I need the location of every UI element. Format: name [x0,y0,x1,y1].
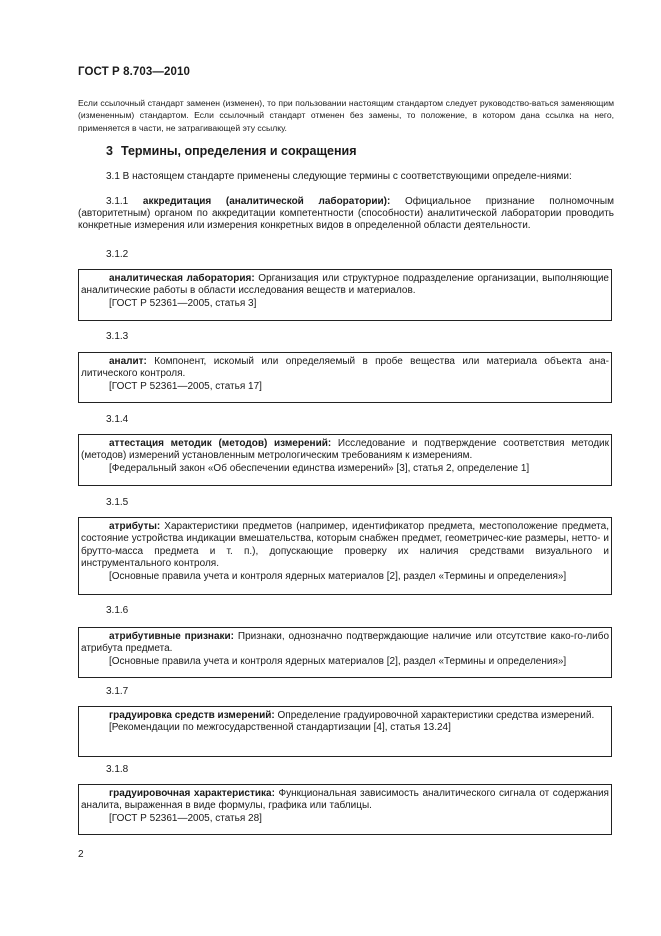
term-box [78,784,612,835]
term-definition [81,631,609,656]
term-name: аттестация методик (методов) измерений: [109,438,332,449]
entry-number: 3.1.4 [106,414,129,425]
page-number: 2 [78,849,84,860]
intro-paragraph [78,97,614,134]
term-source: [Федеральный закон «Об обеспечении единства измерений» [3], статья 2, определение 1] [109,462,530,474]
intro-text: Если ссылочный стандарт заменен (изменен), то при пользовании настоящим стандартом следует руководство-ваться заменяющим (измененным) стандартом. Если ссылочный стандарт отменен без замены, то положение, в котором дана ссылка на него, применяется в части, не затрагивающей эту ссылку. [78,98,614,133]
document-header: ГОСТ Р 8.703—2010 [78,66,190,78]
term-name: аналитическая лаборатория: [109,273,255,284]
paragraph-3-1-text: 3.1 В настоящем стандарте применены следующие термины с соответствующими определе-ниями: [106,171,572,182]
term-definition [81,273,609,298]
term-source: [Рекомендации по межгосударственной стандартизации [4], статья 13.24] [109,722,451,734]
entry-number: 3.1.8 [106,764,129,775]
term-text: Организация или структурное подразделение организации, выполняющие аналитические работы в области исследования веществ и материалов. [81,273,609,297]
entry-number: 3.1.7 [106,686,129,697]
term-name: градуировка средств измерений: [109,710,275,721]
term-text: Характеристики предметов (например, идентификатор предмета, местоположение предмета, состояние устройства индикации вмешательства, которым снабжен предмет, геометричес-кие размеры, нетто- и брутто-масса предмета и т. п.), допускающие проверку их наличия средствами визуального и инструментального контроля. [81,521,609,570]
paragraph-3-1-1-prefix: 3.1.1 [106,196,143,207]
term-box [78,434,612,486]
term-definition [81,438,609,463]
paragraph-3-1-1-text [78,196,614,233]
term-source: [ГОСТ Р 52361—2005, статья 28] [109,812,262,824]
term-source: [Основные правила учета и контроля ядерных материалов [2], раздел «Термины и определения»] [109,655,567,667]
entry-number: 3.1.2 [106,249,129,260]
term-source: [Основные правила учета и контроля ядерных материалов [2], раздел «Термины и определения»] [109,570,567,582]
term-box [78,352,612,403]
term-box [78,627,612,678]
paragraph-3-1 [78,171,614,183]
term-text: Компонент, искомый или определяемый в пробе вещества или материала объекта ана-литического контроля. [81,356,609,380]
section-heading [106,144,357,158]
section-number: 3 [106,144,113,158]
definition-accreditation: Официальное признание полномочным (авторитетным) органом по аккредитации компетентности (способности) аналитической лаборатории проводить конкретные измерения или измерения конкретных видов в определенной области деятельности. [78,196,614,232]
paragraph-3-1-1 [78,196,614,233]
term-text: Определение градуировочной характеристики средства измерений. [274,710,595,721]
term-definition [81,521,609,571]
term-box [78,269,612,321]
entry-number: 3.1.3 [106,331,129,342]
term-name: аналит: [109,356,147,367]
term-name: атрибутивные признаки: [109,631,235,642]
entry-number: 3.1.5 [106,497,129,508]
term-source: [ГОСТ Р 52361—2005, статья 3] [109,297,257,309]
term-text: Признаки, однозначно подтверждающие наличие или отсутствие како-го-либо атрибута предмета. [81,631,610,655]
term-accreditation: аккредитация (аналитической лаборатории): [142,196,391,207]
term-definition [81,710,609,722]
term-box [78,706,612,757]
term-text: Функциональная зависимость аналитического сигнала от содержания аналита, выраженная в виде формулы, графика или таблицы. [81,788,609,812]
entry-number: 3.1.6 [106,605,129,616]
term-box [78,517,612,595]
term-text: Исследование и подтверждение соответствия методик (методов) измерений установленным метрологическим требованиям к измерениям. [81,438,609,462]
term-definition [81,788,609,813]
term-name: атрибуты: [109,521,161,532]
term-name: градуировочная характеристика: [109,788,275,799]
term-source: [ГОСТ Р 52361—2005, статья 17] [109,380,262,392]
term-definition [81,356,609,381]
section-title: Термины, определения и сокращения [120,144,357,158]
